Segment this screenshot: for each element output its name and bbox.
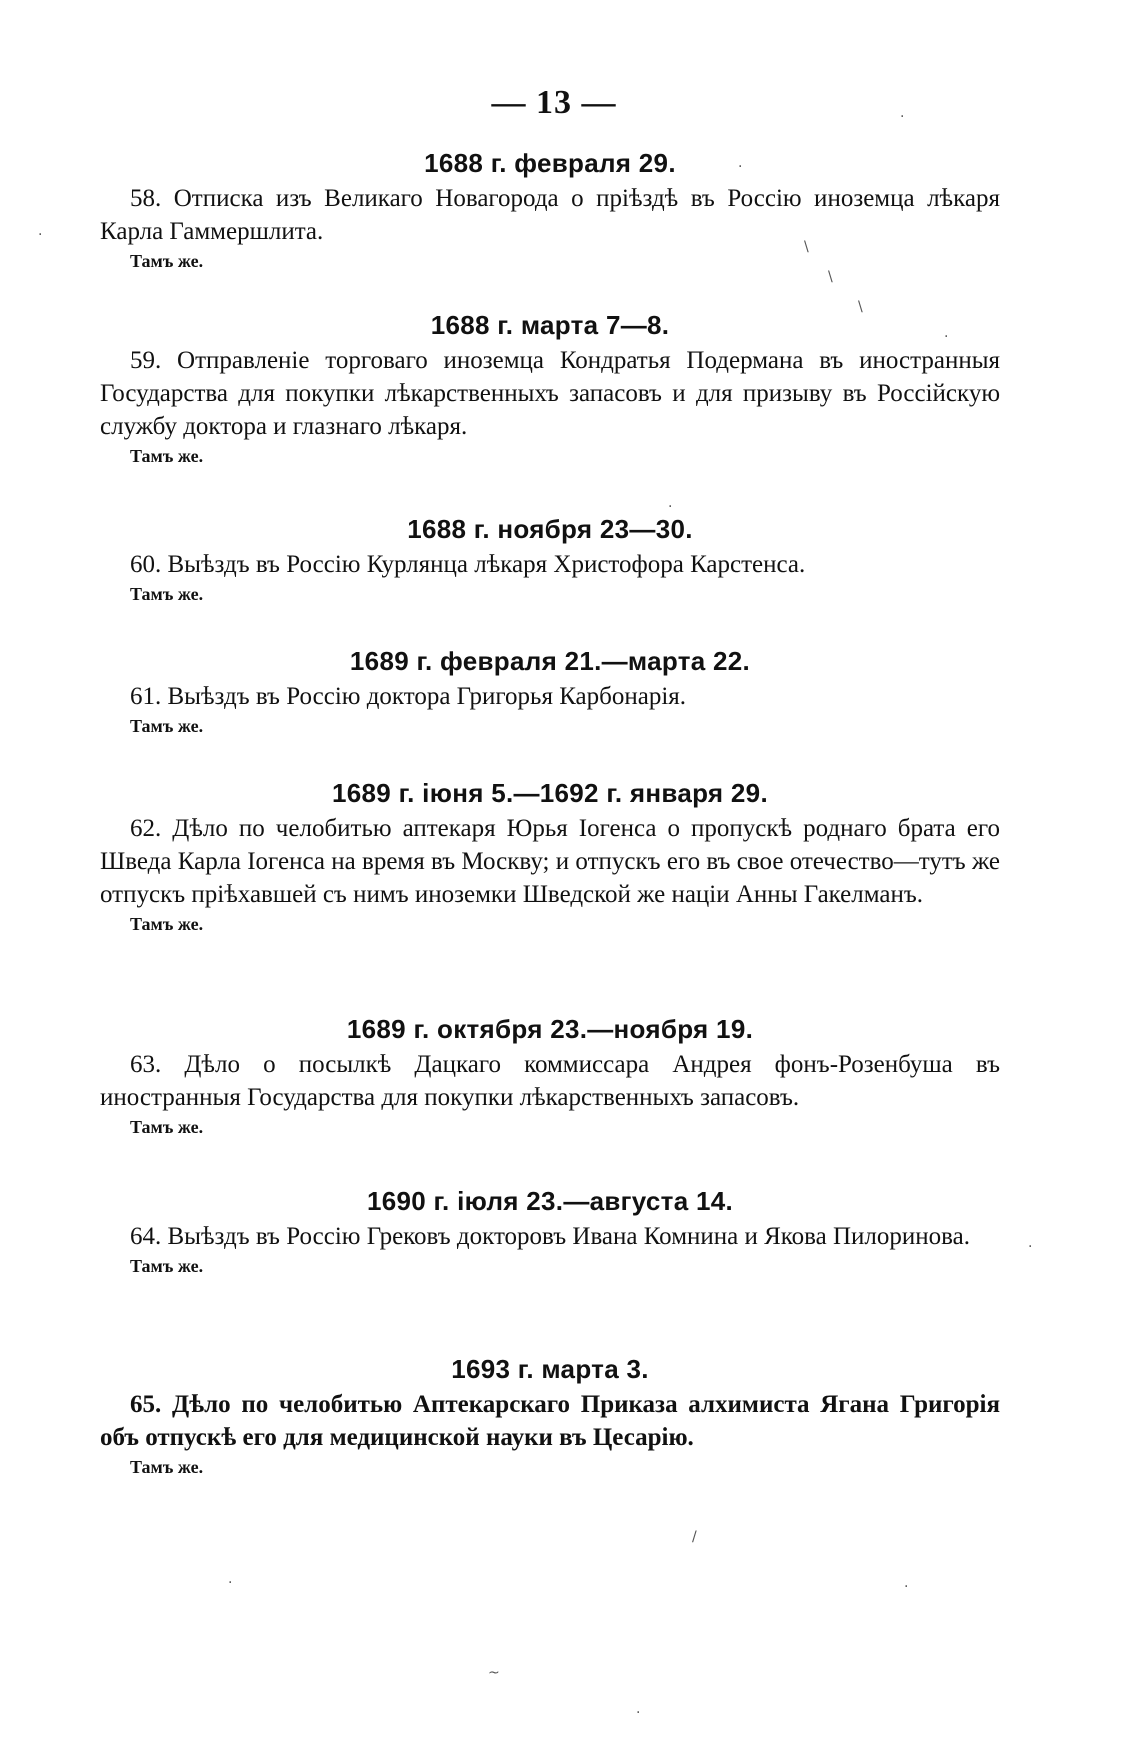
entry-60 [100,512,1000,605]
scan-speck: · [668,499,673,515]
entry-63 [100,1012,1000,1138]
entry-text: 58. Отписка изъ Великаго Новагорода о пріѣздѣ въ Россію иноземца лѣкаря Карла Гаммершлита. [100,185,1000,245]
entry-text: 60. Выѣздъ въ Россію Курлянца лѣкаря Христофора Карстенса. [130,551,806,578]
scan-speck: · [900,109,905,125]
entry-text: 61. Выѣздъ въ Россію доктора Григорья Карбонарія. [130,683,687,710]
scan-speck: \ [804,239,809,255]
entry-date: 1689 г. октября 23.—ноября 19. [346,1014,754,1044]
entry-62 [100,776,1000,935]
entry-source: Тамъ же. [130,584,204,604]
scan-speck: · [636,1705,641,1721]
entry-source: Тамъ же. [130,1117,204,1137]
entry-date: 1688 г. ноября 23—30. [407,514,693,544]
entry-59 [100,308,1000,467]
entry-date: 1690 г. іюля 23.—августа 14. [366,1186,734,1216]
scan-speck: · [944,329,949,345]
entry-date: 1689 г. іюня 5.—1692 г. января 29. [332,778,768,808]
entry-date: 1688 г. февраля 29. [424,148,676,178]
entry-text: 59. Отправленіе торговаго иноземца Кондратья Подермана въ иностранныя Государства для покупки лѣкарственныхъ запасовъ и для призыву въ Россійскую службу доктора и глазнаго лѣкаря. [100,347,1000,440]
entry-text: 64. Выѣздъ въ Россію Грековъ докторовъ Ивана Комнина и Якова Пилоринова. [130,1223,970,1250]
entry-date: 1689 г. февраля 21.—марта 22. [349,646,751,676]
entry-source: Тамъ же. [130,1457,204,1477]
entry-source: Тамъ же. [130,914,204,934]
entry-61 [100,644,1000,737]
scan-speck: / [692,1529,697,1545]
scan-speck: \ [828,269,833,285]
scan-speck: · [1028,1239,1033,1255]
entry-text: 62. Дѣло по челобитью аптекаря Юрья Іогенса о пропускѣ роднаго брата его Шведа Карла Іогенса на время въ Москву; и отпускъ его въ свое отечество—тутъ же отпускъ пріѣхавшей съ нимъ иноземки Шведской же націи Анны Гакелманъ. [100,815,1000,908]
entry-date: 1688 г. марта 7—8. [430,310,670,340]
scan-speck: ~ [488,1665,500,1681]
scan-speck: · [228,1575,233,1591]
entry-source: Тамъ же. [130,446,204,466]
entry-source: Тамъ же. [130,1256,204,1276]
entry-source: Тамъ же. [130,251,204,271]
scan-speck: · [38,227,43,243]
entry-64 [100,1184,1000,1277]
entry-text: 63. Дѣло о посылкѣ Дацкаго коммиссара Андрея фонъ-Розенбуша въ иностранныя Государства для покупки лѣкарственныхъ запасовъ. [100,1051,1000,1111]
scan-speck: · [904,1579,909,1595]
entry-date: 1693 г. марта 3. [451,1354,649,1384]
scan-speck: · [738,159,743,175]
entry-65 [100,1352,1000,1478]
scan-speck: \ [858,299,863,315]
entry-text: 65. Дѣло по челобитью Аптекарскаго Приказа алхимиста Ягана Григорія объ отпускѣ его для медицинской науки въ Цесарію. [100,1391,1000,1451]
page-number: — 13 — [491,84,617,121]
entry-58 [100,146,1000,272]
entry-source: Тамъ же. [130,716,204,736]
